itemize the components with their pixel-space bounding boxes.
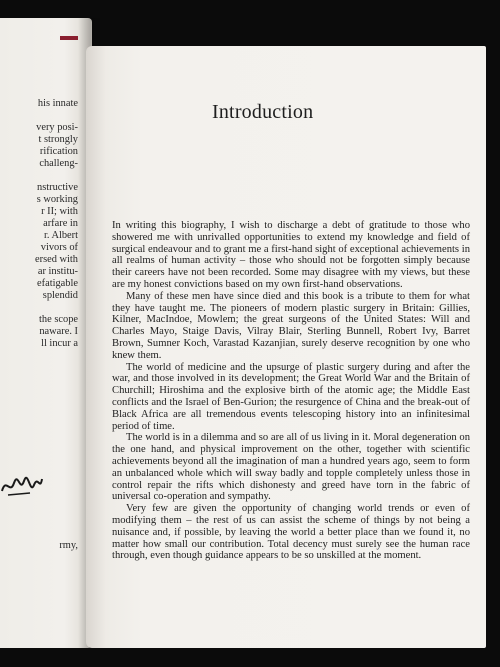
left-page-text: ersed with [35, 254, 78, 265]
left-page-text: rification [39, 146, 78, 157]
left-page-text: ll incur a [41, 338, 78, 349]
left-page-text: nstructive [37, 182, 78, 193]
left-page-text: s working [36, 194, 78, 205]
page-title: Introduction [212, 101, 314, 123]
left-page-text: the scope [39, 314, 78, 325]
body-text [112, 220, 470, 562]
left-page-text: r II; with [41, 206, 78, 217]
left-page-text: naware. I [39, 326, 78, 337]
left-page-text: very posi- [36, 122, 78, 133]
paragraph: The world is in a dilemma and so are all of us living in it. Moral degeneration on the one hand, and physical improvement on the other, together with scientific achievements beyond all the imagination of man a hundred years ago, seem to form an unbalanced whole which will sway badly and topple completely unless those in control repair the rifts which dishonesty and greed have torn in the fabric of universal co-operation and sympathy. [112, 432, 470, 503]
book-binding [60, 36, 78, 40]
left-page-text: his innate [37, 98, 78, 109]
left-page-text: challeng- [39, 158, 78, 169]
paragraph: In writing this biography, I wish to discharge a debt of gratitude to those who showered me with unrivalled opportunities to extend my knowledge and field of surgical endeavour and to grant me a first-hand sight of exceptional achievements in all realms of human activity – those who should not be forgotten simply because their careers have not been recorded. Some may disagree with my views, but these are my honest convictions based on my own first-hand observations. [112, 220, 470, 290]
left-page-text: ar institu- [37, 266, 78, 277]
left-page-text: efatigable [37, 278, 78, 289]
signature-mark [0, 473, 44, 499]
paragraph: Many of these men have since died and this book is a tribute to them for what they have taught me. The pioneers of modern plastic surgery in Britain: Gillies, Kilner, MacIndoe, Mowlem; the great surgeons of the United States: Will and Charles Mayo, Staige Davis, Vilray Blair, Sterling Bunnell, Robert Ivy, Barret Brown, Sumner Koch, Varastad Kazanjian, surely deserve recognition by one who knew them. [112, 290, 470, 361]
left-page-text: t strongly [38, 134, 78, 145]
left-page-text: r. Albert [43, 230, 78, 241]
left-page-text: splendid [42, 290, 78, 301]
paragraph: Very few are given the opportunity of changing world trends or even of modifying them – the rest of us can assist the scheme of things by not being a nuisance and, if possible, by leaving the world a better place than we found it, no matter how small our contribution. Total decency must surely see the human race through, even though guidance appears to be so unskilled at the moment. [112, 503, 470, 562]
paragraph: The world of medicine and the upsurge of plastic surgery during and after the war, and those involved in its development; the Great World War and the Britain of Churchill; Hiroshima and the explosive birth of the atomic age; the Middle East conflicts and the Israel of Ben-Gurion; the resurgence of China and the break-out of Black Africa are all tremendous events telescoping history into an infinitesimal period of time. [112, 361, 470, 432]
left-page-text: rmy, [59, 540, 78, 551]
left-page-text: vivors of [40, 242, 78, 253]
left-page-text: arfare in [43, 218, 78, 229]
